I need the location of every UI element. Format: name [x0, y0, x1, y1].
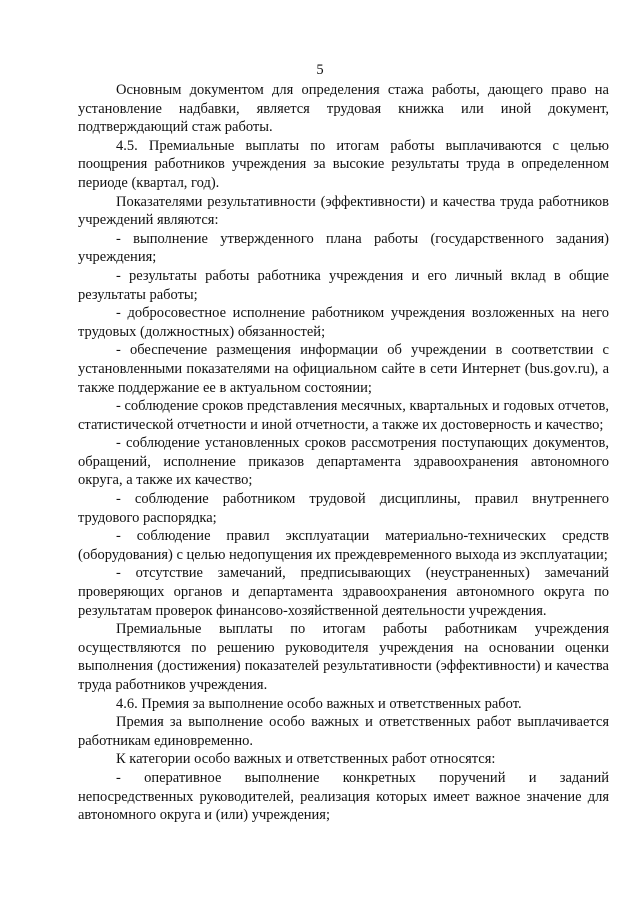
- list-item-no-remarks: - отсутствие замечаний, предписывающих (неустраненных) замечаний проверяющих органов и департамента здравоохранения автономного округа по результатам проверок финансово-хозяйственной деятельности учреждения.: [78, 565, 609, 619]
- list-item-equipment-operation: - соблюдение правил эксплуатации материально-технических средств (оборудования) с целью недопущения их преждевременного выхода из эксплуатации;: [78, 528, 609, 563]
- paragraph-one-time-bonus: Премия за выполнение особо важных и ответственных работ выплачивается работникам единовременно.: [78, 714, 609, 749]
- list-item-work-results: - результаты работы работника учреждения и его личный вклад в общие результаты работы;: [78, 267, 609, 303]
- list-item-prompt-execution: - оперативное выполнение конкретных поручений и заданий непосредственных руководителей, реализация которых имеет важное значение для автономного округа и (или) учреждения;: [78, 769, 609, 824]
- paragraph-work-record: Основным документом для определения стажа работы, дающего право на установление надбавки, является трудовая книжка или иной документ, подтверждающий стаж работы.: [78, 82, 609, 136]
- paragraph-indicators-intro: Показателями результативности (эффективности) и качества труда работников учреждений являются:: [78, 193, 609, 229]
- paragraph-section-4-5: 4.5. Премиальные выплаты по итогам работы выплачиваются с целью поощрения работников учреждения за высокие результаты труда в определенном периоде (квартал, год).: [78, 137, 609, 191]
- paragraph-categories-intro: К категории особо важных и ответственных работ относятся:: [116, 751, 496, 768]
- page-number: 5: [316, 62, 324, 78]
- paragraph-bonus-decision: Премиальные выплаты по итогам работы работникам учреждения осуществляются по решению руководителя учреждения на основании оценки выполнения (достижения) показателей результативности (эффективности) и качества труда работников учреждения.: [78, 621, 609, 693]
- paragraph-section-4-6: 4.6. Премия за выполнение особо важных и ответственных работ.: [116, 695, 522, 712]
- list-item-labor-discipline: - соблюдение работником трудовой дисциплины, правил внутреннего трудового распорядка;: [78, 491, 609, 526]
- list-item-duties: - добросовестное исполнение работником учреждения возложенных на него трудовых (должностных) обязанностей;: [78, 305, 609, 340]
- list-item-document-review: - соблюдение установленных сроков рассмотрения поступающих документов, обращений, исполнение приказов департамента здравоохранения автономного округа, а также их качество;: [78, 435, 609, 489]
- list-item-plan-execution: - выполнение утвержденного плана работы (государственного задания) учреждения;: [78, 230, 609, 266]
- document-body: [78, 81, 609, 825]
- list-item-reporting-deadlines: - соблюдение сроков представления месячных, квартальных и годовых отчетов, статистической отчетности и иной отчетности, а также их достоверность и качество;: [78, 398, 609, 433]
- list-item-information-publishing: - обеспечение размещения информации об учреждении в соответствии с установленными показателями на официальном сайте в сети Интернет (bus.gov.ru), а также поддержание ее в актуальном состоянии;: [78, 342, 609, 396]
